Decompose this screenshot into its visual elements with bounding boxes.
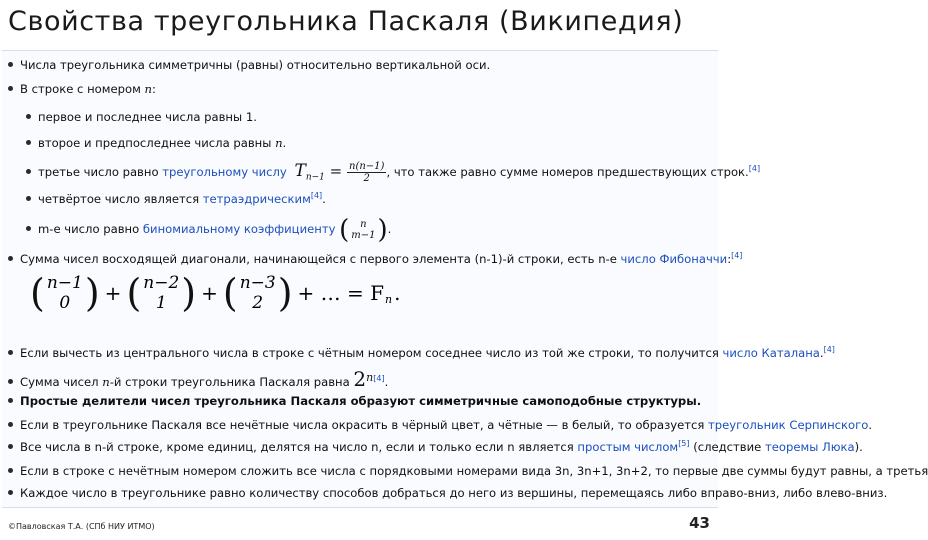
- bullet-icon: [8, 444, 13, 449]
- bullet-icon: [8, 86, 13, 91]
- bullet-icon: [8, 468, 13, 473]
- bullet-icon: [8, 490, 13, 495]
- reference-link[interactable]: [4]: [823, 345, 835, 355]
- bullet-icon: [26, 169, 31, 174]
- list-item: [2, 461, 928, 481]
- list-item: [2, 483, 888, 503]
- binomial-term-2: ( n−2 1 ): [126, 271, 197, 316]
- item-text: Сумма чисел восходящей диагонали, начинающейся с первого элемента: [20, 252, 475, 266]
- item-text: .: [384, 375, 389, 389]
- list-item: [2, 437, 863, 457]
- math-eq: =: [324, 162, 348, 180]
- reference-link[interactable]: [4]: [731, 251, 743, 261]
- lucas-theorem-link[interactable]: теоремы Люка: [765, 440, 855, 454]
- list-item: [2, 391, 724, 411]
- reference-link[interactable]: [4]: [748, 164, 761, 174]
- item-text: Каждое число в треугольнике равно количеству способов добраться до него из вершины, перемещаясь либо вправо-вниз, либо влево-вниз.: [20, 486, 888, 500]
- item-text: (следствие: [689, 440, 765, 454]
- formula-end: .: [394, 281, 401, 306]
- plus-sign: +: [104, 281, 122, 306]
- item-text: :: [152, 82, 156, 96]
- binom-bottom: 1: [155, 293, 167, 314]
- item-text: :: [727, 252, 732, 266]
- sierpinski-link[interactable]: треугольник Серпинского: [708, 418, 869, 432]
- item-text: .: [322, 192, 326, 206]
- tetrahedral-link[interactable]: тетраэдрическим: [202, 192, 311, 206]
- bullet-icon: [8, 422, 13, 427]
- list-item: [2, 365, 724, 393]
- item-text: третье число равно: [38, 165, 163, 179]
- item-text: В строке с номером: [20, 82, 145, 96]
- fraction: [347, 161, 386, 184]
- slide-title: Свойства треугольника Паскаля (Википедия): [8, 6, 684, 37]
- math-var: T: [294, 161, 306, 181]
- bullet-icon: [8, 256, 13, 261]
- item-text: первое и последнее числа равны 1.: [38, 110, 257, 124]
- list-item: [2, 155, 761, 187]
- math-subscript: n: [385, 292, 393, 306]
- list-item: [2, 249, 743, 269]
- item-text: второе и предпоследнее числа равны: [38, 136, 276, 150]
- bullet-icon: [26, 140, 31, 145]
- reference-link[interactable]: [4]: [373, 374, 385, 384]
- item-text: -й строки треугольника Паскаля равна: [109, 375, 354, 389]
- catalan-link[interactable]: число Каталана: [722, 346, 820, 360]
- item-text: .: [387, 222, 392, 236]
- triangular-number-link[interactable]: треугольному числу: [162, 165, 287, 179]
- bullet-icon: [8, 350, 13, 355]
- math-var: n: [144, 82, 153, 96]
- list-item: [2, 343, 835, 363]
- binomial-coefficient: ( n m−1 ): [339, 214, 388, 245]
- binom-bottom: 0: [59, 293, 71, 314]
- item-text: ).: [854, 440, 863, 454]
- item-text: четвёртое число является: [38, 192, 203, 206]
- binom-top: n−2: [143, 273, 180, 293]
- math-exponent: n: [366, 371, 374, 385]
- item-text: Если в треугольнике Паскаля все нечётные числа окрасить в чёрный цвет, а чётные — в белый, то образуется: [20, 418, 709, 432]
- list-item: [2, 189, 742, 209]
- binomial-term-1: ( n−1 0 ): [30, 271, 100, 316]
- item-text: Числа треугольника симметричны (равны) относительно вертикальной оси.: [20, 58, 491, 72]
- list-item: [2, 55, 724, 75]
- list-item: [2, 79, 724, 99]
- bullet-icon: [8, 398, 13, 403]
- binomial-link[interactable]: биномиальному коэффициенту: [142, 222, 336, 236]
- bullet-icon: [26, 196, 31, 201]
- wiki-excerpt: [2, 50, 928, 508]
- list-item: [2, 211, 742, 247]
- binom-bottom: 2: [252, 293, 264, 314]
- fibonacci-formula: [2, 269, 718, 335]
- list-item: [2, 415, 872, 435]
- math-base: 2: [353, 367, 367, 391]
- item-text: Все числа в n-й строке, кроме единиц, делятся на число n, если и только если n является: [20, 440, 578, 454]
- bullet-icon: [26, 226, 31, 231]
- binomial-term-3: ( n−3 2 ): [222, 271, 293, 316]
- prime-number-link[interactable]: простым числом: [577, 440, 679, 454]
- binom-top: n−1: [46, 273, 83, 293]
- reference-link[interactable]: [4]: [310, 191, 323, 201]
- footer-copyright: ©Павловская Т.А. (СПб НИУ ИТМО): [8, 522, 155, 531]
- fraction-numerator: n(n−1): [349, 161, 385, 172]
- binom-bottom: m−1: [351, 229, 376, 241]
- list-item: [2, 133, 742, 153]
- math-subscript: n−1: [305, 172, 325, 183]
- item-text: .: [868, 418, 872, 432]
- fibonacci-link[interactable]: число Фибоначчи: [620, 252, 728, 266]
- item-text: Если вычесть из центрального числа в строке с чётным номером соседнее число из той же строки, то получится: [20, 346, 723, 360]
- item-text: .: [282, 136, 287, 150]
- bullet-icon: [26, 114, 31, 119]
- formula-tail: + … = F: [297, 281, 385, 306]
- item-text: Сумма чисел: [20, 375, 103, 389]
- bullet-icon: [8, 379, 13, 384]
- plus-sign: +: [201, 281, 218, 306]
- item-text: (n-1)-й строки, есть n-е: [474, 252, 621, 266]
- fraction-denominator: 2: [363, 173, 370, 184]
- item-text: Простые делители чисел треугольника Паскаля образуют симметричные самоподобные структуры.: [20, 394, 702, 408]
- math-var: n: [102, 375, 110, 389]
- list-item: [2, 107, 742, 127]
- reference-link[interactable]: [5]: [678, 439, 690, 449]
- page-number: 43: [689, 514, 710, 532]
- binom-top: n−3: [239, 273, 276, 293]
- binom-top: n: [360, 218, 367, 230]
- item-text: Если в строке с нечётным номером сложить все числа с порядковыми номерами вида 3n, 3n+1, 3n+2, то первые две суммы будут равны, а третья: [20, 464, 928, 478]
- math-var: n: [275, 136, 283, 150]
- bullet-icon: [8, 62, 13, 67]
- item-text: .: [819, 346, 824, 360]
- item-text: m-е число равно: [38, 222, 143, 236]
- item-text: , что также равно сумме номеров предшествующих строк.: [386, 165, 749, 179]
